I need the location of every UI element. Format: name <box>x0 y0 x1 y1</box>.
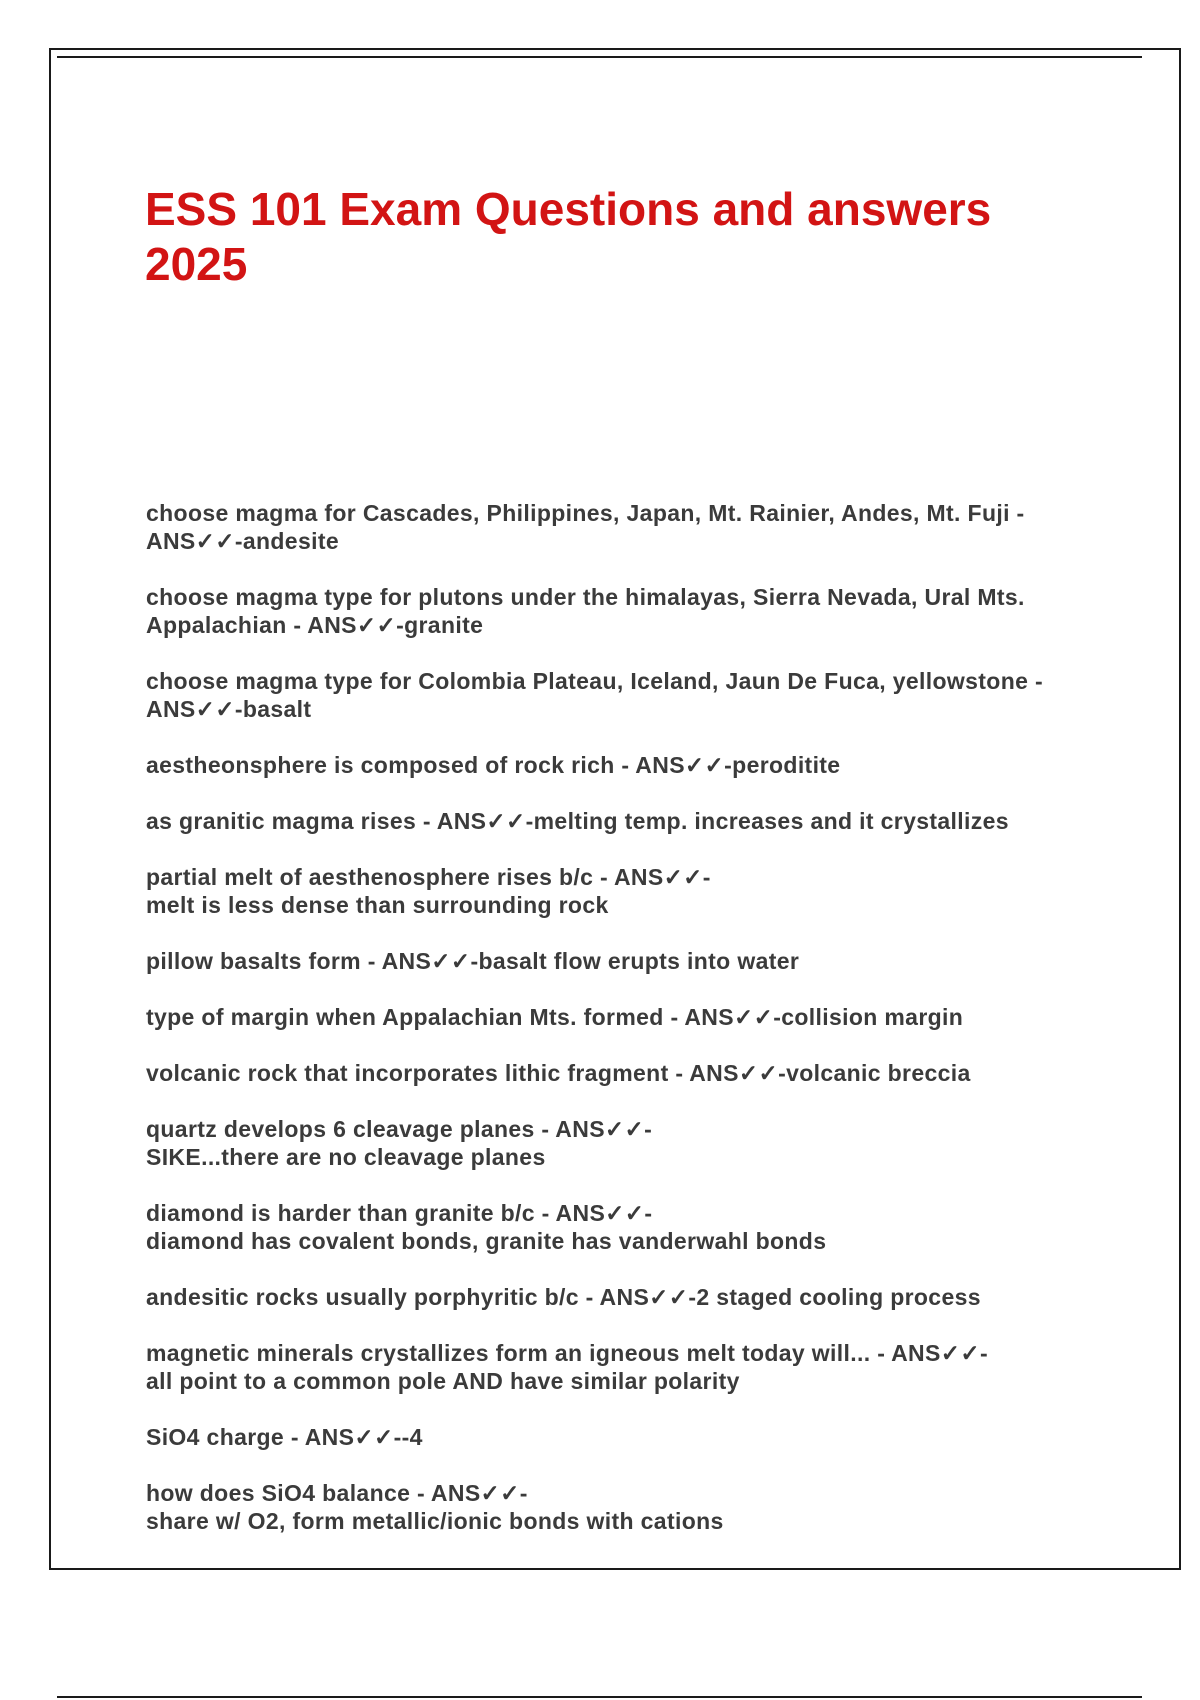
qa-question: aestheonsphere is composed of rock rich - ANS✓✓-peroditite <box>146 752 841 778</box>
qa-answer: ANS✓✓-andesite <box>146 528 339 554</box>
qa-question: andesitic rocks usually porphyritic b/c - ANS✓✓-2 staged cooling process <box>146 1284 981 1310</box>
qa-item <box>146 1199 1106 1255</box>
qa-item <box>146 1059 1106 1087</box>
qa-answer: melt is less dense than surrounding rock <box>146 892 609 918</box>
qa-list <box>146 499 1106 1563</box>
qa-question: SiO4 charge - ANS✓✓--4 <box>146 1424 423 1450</box>
qa-item <box>146 667 1106 723</box>
qa-question: partial melt of aesthenosphere rises b/c - ANS✓✓- <box>146 864 711 890</box>
qa-question: magnetic minerals crystallizes form an igneous melt today will... - ANS✓✓- <box>146 1340 988 1366</box>
qa-question: diamond is harder than granite b/c - ANS✓✓- <box>146 1200 653 1226</box>
qa-item <box>146 583 1106 639</box>
qa-answer: diamond has covalent bonds, granite has vanderwahl bonds <box>146 1228 827 1254</box>
qa-item <box>146 499 1106 555</box>
qa-item <box>146 751 1106 779</box>
qa-question: type of margin when Appalachian Mts. formed - ANS✓✓-collision margin <box>146 1004 964 1030</box>
qa-answer: ANS✓✓-basalt <box>146 696 312 722</box>
qa-item <box>146 1115 1106 1171</box>
qa-item <box>146 1283 1106 1311</box>
qa-answer: all point to a common pole AND have similar polarity <box>146 1368 740 1394</box>
qa-question: quartz develops 6 cleavage planes - ANS✓✓- <box>146 1116 653 1142</box>
header-rule <box>57 56 1142 58</box>
qa-question: how does SiO4 balance - ANS✓✓- <box>146 1480 528 1506</box>
qa-question: pillow basalts form - ANS✓✓-basalt flow erupts into water <box>146 948 800 974</box>
qa-item <box>146 863 1106 919</box>
qa-item <box>146 1003 1106 1031</box>
qa-item <box>146 1479 1106 1535</box>
qa-answer: Appalachian - ANS✓✓-granite <box>146 612 484 638</box>
qa-question: choose magma type for plutons under the himalayas, Sierra Nevada, Ural Mts. <box>146 584 1025 610</box>
qa-answer: SIKE...there are no cleavage planes <box>146 1144 546 1170</box>
qa-question: choose magma type for Colombia Plateau, Iceland, Jaun De Fuca, yellowstone - <box>146 668 1043 694</box>
qa-item <box>146 1339 1106 1395</box>
qa-question: volcanic rock that incorporates lithic fragment - ANS✓✓-volcanic breccia <box>146 1060 971 1086</box>
qa-question: as granitic magma rises - ANS✓✓-melting temp. increases and it crystallizes <box>146 808 1009 834</box>
document-title: ESS 101 Exam Questions and answers 2025 <box>145 183 992 290</box>
qa-answer: share w/ O2, form metallic/ionic bonds with cations <box>146 1508 724 1534</box>
footer-rule <box>57 1696 1142 1698</box>
qa-item <box>146 947 1106 975</box>
qa-item <box>146 1423 1106 1451</box>
qa-item <box>146 807 1106 835</box>
qa-question: choose magma for Cascades, Philippines, Japan, Mt. Rainier, Andes, Mt. Fuji - <box>146 500 1025 526</box>
